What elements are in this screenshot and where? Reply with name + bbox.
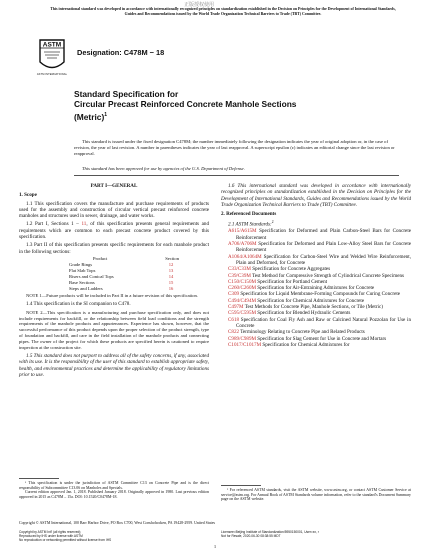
left-column xyxy=(19,183,209,378)
reference-code-link[interactable]: C822 xyxy=(228,329,240,336)
reference-title: Specification for Air-Entraining Admixtures for Concrete xyxy=(256,285,375,292)
reference-code-link[interactable]: C595/C595M xyxy=(228,310,257,317)
astm-standards-label: 2.1 ASTM Standards: xyxy=(228,222,272,229)
footnote-2: ² For referenced ASTM standards, visit the ASTM website, www.astm.org, or contact ASTM Customer Service at service@astm.org. For Annual Book of ASTM Standards volume information, refer to the standard's Document Summary page on the ASTM website. xyxy=(221,488,411,502)
title-line-3-text: (Metric) xyxy=(74,111,105,122)
reference-title: Specification for Coal Fly Ash and Raw or Calcined Natural Pozzolan for Use in Concrete xyxy=(236,316,411,329)
footnote-1-jurisdiction: ¹ This specification is under the jurisdiction of ASTM Committee C13 on Concrete Pipe and is the direct responsibility of Subcommittee C13.06 on Manholes and Specials. xyxy=(19,481,209,490)
footnote-rule-left xyxy=(19,478,59,479)
para-1-4: 1.4 This specification is the SI companion to C478. xyxy=(26,301,131,308)
reference-code-link[interactable]: A615/A615M xyxy=(228,228,257,235)
section-link-11[interactable]: 11 xyxy=(81,221,87,228)
note-2: NOTE 2—This specification is a manufacturing and purchase specification only, and does not include requirements for backfill, or the relationship between field load conditions and the strength requirements of the manhole products and appurtenances. Experience has shown, however, that the successful performance of this product depends upon the proper selection of the product strength, type of foundation and backfill, and care in the field installation of the manhole products and connecting pipes. The owner of the project for which these products are specified herein is cautioned to require inspection at the construction site. xyxy=(19,309,209,351)
reference-item xyxy=(228,241,411,254)
reference-item xyxy=(228,317,411,330)
reference-title: Specification for Carbon-Steel Wire and Welded Wire Reinforcement, Plain and Deformed, for Concrete xyxy=(236,253,411,266)
para-1-2-end: , of this specification presents general requirements and requirements which are common to each precast concrete product covered by this specification. xyxy=(19,221,209,241)
reference-code-link[interactable]: A706/A706M xyxy=(228,241,257,248)
part-heading: PART I—GENERAL xyxy=(90,183,138,189)
section-table-link[interactable]: 15 xyxy=(168,279,174,285)
reference-title: Specification for Chemical Admixtures for Concrete xyxy=(256,297,365,304)
footnote-1-edition: Current edition approved Jan. 1, 2018. Published January 2018. Originally approved in 1980. Last previous edition approved in 2015 as C478M – 15a. DOI: 10.1520/C0478M-18. xyxy=(19,490,209,499)
reference-code-link[interactable]: C1017/C1017M xyxy=(228,341,262,348)
section-table-product: Risers and Conical Tops xyxy=(69,273,114,279)
para-1-2 xyxy=(19,221,209,240)
svg-text:ASTM: ASTM xyxy=(42,41,62,49)
footnote-rule-right xyxy=(221,485,261,486)
reference-list xyxy=(221,228,411,348)
section-table-link[interactable]: 13 xyxy=(168,267,174,273)
astm-logo xyxy=(38,38,66,74)
section-table-link[interactable]: 14 xyxy=(168,273,174,279)
reference-item xyxy=(228,342,411,348)
copyright-line: Copyright © ASTM International, 100 Barr Harbor Drive, PO Box C700, West Conshohocken, PA 19428-2959. United States xyxy=(19,521,215,525)
title-line-2: Circular Precast Reinforced Concrete Manhole Sections xyxy=(74,99,297,110)
reference-title: Specification for Concrete Aggregates xyxy=(250,266,331,273)
designation: Designation: C478M − 18 xyxy=(77,48,165,57)
reference-title: Specification for Slag Cement for Use in Concrete and Mortars xyxy=(256,335,387,342)
reference-item xyxy=(228,228,411,241)
section-table-link[interactable]: 12 xyxy=(168,261,174,267)
reference-code-link[interactable]: C260/C260M xyxy=(228,285,257,292)
top-notice: This international standard was developed in accordance with internationally recognized principles on standardization established in the Decision on Principles for the Development of International Standards, Guides and Recommendations issued by the World Trade Organization Technical Barriers to Trade (TBT) Committee. xyxy=(50,7,396,16)
header-section: Section xyxy=(165,255,179,261)
license-right: Licensee=Beijing Institute of Standardization/5950150001, User=xx, r Not for Resale, 2020-06-30 08:38:55 MDT xyxy=(221,530,319,538)
para-1-3: 1.3 Part II of this specification presents specific requirements for each manhole product in the following sections: xyxy=(19,242,209,255)
logo-text: ASTM INTERNATIONAL xyxy=(36,73,68,76)
section-table xyxy=(19,256,179,291)
page-number: 1 xyxy=(213,544,217,549)
section-table-product: Grade Rings xyxy=(69,261,93,267)
header-product: Product xyxy=(93,255,108,261)
title-line-3 xyxy=(74,110,374,122)
reference-item xyxy=(228,254,411,267)
reference-code-link[interactable]: C618 xyxy=(228,316,240,323)
section-table-row xyxy=(69,286,179,292)
reference-title: Specification for Portland Cement xyxy=(256,278,328,285)
para-1-2-start: 1.2 Part I, Sections 1 – xyxy=(26,221,82,228)
license-left: Copyright by ASTM Int'l (all rights reserved); Reproduced by IHS under license with ASTM No reproduction or networking permitted without license from IHS xyxy=(19,530,112,542)
section-table-product: Flat Slab Tops xyxy=(69,267,96,273)
footnote-1 xyxy=(19,481,209,499)
reference-code-link[interactable]: C494/C494M xyxy=(228,297,257,304)
footnote-2-marker: 2 xyxy=(271,220,274,225)
reference-title: Specification for Chemical Admixtures for xyxy=(261,341,350,348)
note-1: NOTE 1—Future products will be included in Part II in a future revision of this specification. xyxy=(26,293,198,299)
watermark: 正版授权使用 xyxy=(184,2,215,8)
title-line-1: Standard Specification for xyxy=(74,89,179,99)
issue-note: This standard is issued under the fixed designation C478M; the number immediately following the designation indicates the year of original adoption or, in the case of revision, the year of last revision. A number in parentheses indicates the year of last reapproval. A superscript epsilon (ε) indicates an editorial change since the last revision or reapproval. xyxy=(74,139,395,156)
reference-code-link[interactable]: C150/C150M xyxy=(228,278,257,285)
scope-heading: 1. Scope xyxy=(19,192,37,199)
dod-note: This standard has been approved for use by agencies of the U.S. Department of Defense. xyxy=(82,166,245,171)
para-1-1: 1.1 This specification covers the manufacture and purchase requirements of products used for the assembly and construction of circular vertical precast reinforced concrete manholes and structures used in sewer, drainage, and water works. xyxy=(19,200,209,220)
reference-title: Specification for Deformed and Plain Low-Alloy Steel Bars for Concrete Reinforcement xyxy=(236,241,411,254)
reference-code-link[interactable]: C497M xyxy=(228,304,244,311)
section-table-rows xyxy=(69,262,179,292)
section-table-product: Steps and Ladders xyxy=(69,285,103,291)
reference-title: Specification for Deformed and Plain Carbon-Steel Bars for Concrete Reinforcement xyxy=(236,228,411,241)
reference-code-link[interactable]: A1064/A1064M xyxy=(228,253,262,260)
para-1-6: 1.6 This international standard was developed in accordance with internationally recognized principles on standardization established in the Decision on Principles for the Development of International Standards, Guides and Recommendations issued by the World Trade Organization Technical Barriers to Trade (TBT) Committee. xyxy=(221,183,411,208)
reference-code-link[interactable]: C989/C989M xyxy=(228,335,257,342)
reference-code-link[interactable]: C33/C33M xyxy=(228,266,251,273)
title-superscript: 1 xyxy=(104,111,108,118)
reference-title: Specification for Liquid Membrane-Forming Compounds for Curing Concrete xyxy=(239,291,401,298)
header-divider xyxy=(74,175,399,176)
reference-title: Test Methods for Concrete Pipe, Manhole Sections, or Tile (Metric) xyxy=(243,304,383,311)
para-1-5: 1.5 This standard does not purport to address all of the safety concerns, if any, associated with its use. It is the responsibility of the user of this standard to establish appropriate safety, health, and environmental practices and determine the applicability of regulatory limitations prior to use. xyxy=(19,352,209,378)
section-table-link[interactable]: 16 xyxy=(168,285,174,291)
reference-code-link[interactable]: C39/C39M xyxy=(228,272,251,279)
referenced-documents-heading: 2. Referenced Documents xyxy=(221,211,277,218)
reference-code-link[interactable]: C309 xyxy=(228,291,240,298)
reference-title: Test Method for Compressive Strength of Cylindrical Concrete Specimens xyxy=(250,272,404,279)
document-title xyxy=(74,89,374,122)
reference-title: Terminology Relating to Concrete Pipe and Related Products xyxy=(239,329,365,336)
reference-title: Specification for Blended Hydraulic Cements xyxy=(256,310,351,317)
right-column xyxy=(221,183,411,348)
section-table-product: Base Sections xyxy=(69,279,95,285)
